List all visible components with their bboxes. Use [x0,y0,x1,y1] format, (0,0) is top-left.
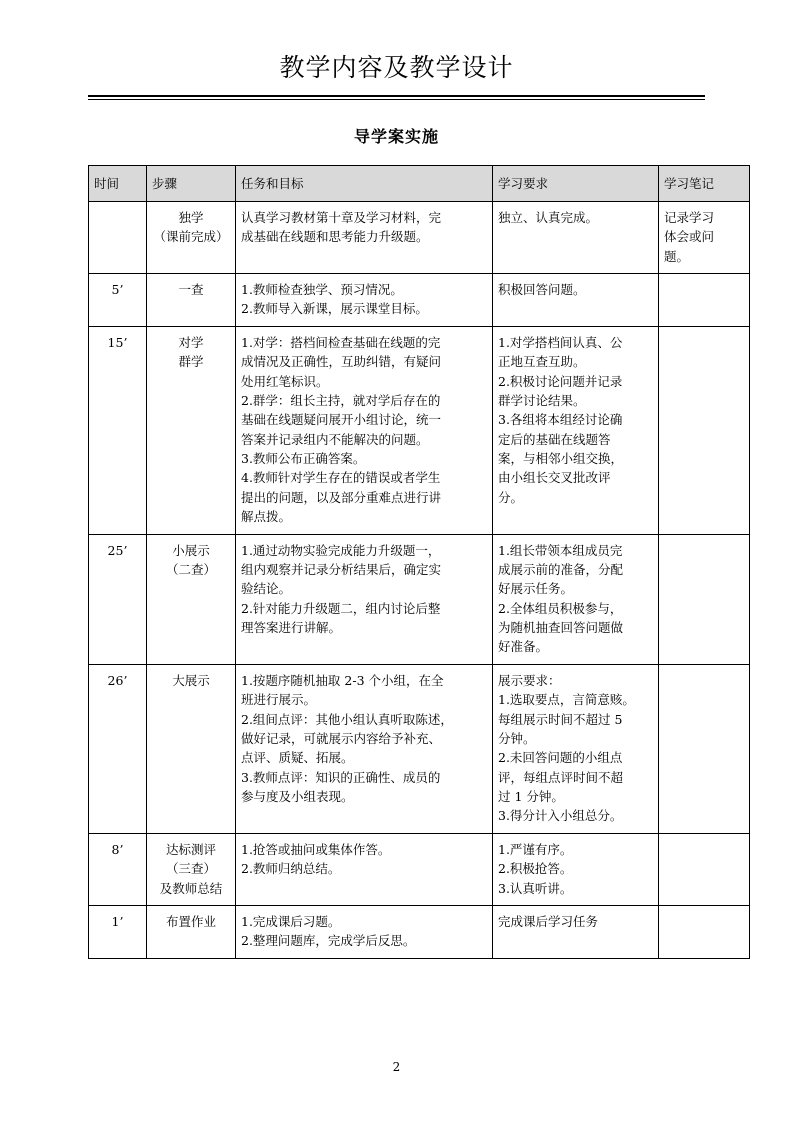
column-header-requirement: 学习要求 [493,165,659,201]
cell-step-4: 大展示 [147,664,236,833]
section-subtitle: 导学案实施 [353,126,439,146]
column-header-note: 学习笔记 [659,165,750,201]
cell-time-5: 8’ [89,833,147,905]
cell-time-6: 1’ [89,905,147,958]
cell-note-4 [659,664,750,833]
table-row [89,534,750,664]
column-header-time: 时间 [89,165,147,201]
cell-task-6: 1.完成课后习题。 2.整理问题库，完成学后反思。 [236,905,493,958]
cell-time-2: 15’ [89,326,147,534]
cell-time-3: 25’ [89,534,147,664]
cell-task-5: 1.抢答或抽问或集体作答。 2.教师归纳总结。 [236,833,493,905]
cell-time-0 [89,201,147,273]
cell-requirement-0: 独立、认真完成。 [493,201,659,273]
cell-task-2: 1.对学：搭档间检查基础在线题的完 成情况及正确性，互助纠错，有疑问 处用红笔标识。 2.群学：组长主持，就对学后存在的 基础在线题疑问展开小组讨论，统一 答案并记录组内不能解决的问题。 3.教师公布正确答案。 4.教师针对学生存在的错误或者学生 提出的问题，以及部分重难点进行讲 解点拨。 [236,326,493,534]
table-body [89,201,750,958]
cell-note-1 [659,274,750,327]
cell-requirement-2: 1.对学搭档间认真、公 正地互查互助。 2.积极讨论问题并记录 群学讨论结果。 3.各组将本组经讨论确 定后的基础在线题答 案，与相邻小组交换， 由小组长交叉批改评 分。 [493,326,659,534]
cell-note-2 [659,326,750,534]
cell-step-6: 布置作业 [147,905,236,958]
cell-step-3: 小展示 （二查） [147,534,236,664]
page-number: 2 [392,1060,401,1074]
cell-task-0: 认真学习教材第十章及学习材料，完 成基础在线题和思考能力升级题。 [236,201,493,273]
cell-step-1: 一查 [147,274,236,327]
cell-task-3: 1.通过动物实验完成能力升级题一， 组内观察并记录分析结果后，确定实 验结论。 2.针对能力升级题二，组内讨论后整 理答案进行讲解。 [236,534,493,664]
cell-time-1: 5’ [89,274,147,327]
table-row [89,905,750,958]
cell-step-2: 对学 群学 [147,326,236,534]
cell-step-0: 独学 （课前完成） [147,201,236,273]
table-header [89,165,750,201]
cell-note-3 [659,534,750,664]
column-header-task: 任务和目标 [236,165,493,201]
table-row [89,326,750,534]
table-row [89,664,750,833]
table-row [89,274,750,327]
cell-time-4: 26’ [89,664,147,833]
page-title: 教学内容及教学设计 [279,53,514,82]
title-divider [88,95,705,100]
cell-task-4: 1.按题序随机抽取 2-3 个小组，在全 班进行展示。 2.组间点评：其他小组认真听取陈述， 做好记录，可就展示内容给予补充、 点评、质疑、拓展。 3.教师点评：知识的正确性、成员的 参与度及小组表现。 [236,664,493,833]
cell-requirement-3: 1.组长带领本组成员完 成展示前的准备，分配 好展示任务。 2.全体组员积极参与， 为随机抽查回答问题做 好准备。 [493,534,659,664]
lesson-plan-table [88,165,750,959]
column-header-step: 步骤 [147,165,236,201]
cell-requirement-4: 展示要求： 1.选取要点，言简意赅。 每组展示时间不超过 5 分钟。 2.未回答问题的小组点 评，每组点评时间不超 过 1 分钟。 3.得分计入小组总分。 [493,664,659,833]
cell-note-6 [659,905,750,958]
table-row [89,833,750,905]
cell-step-5: 达标测评 （三查） 及教师总结 [147,833,236,905]
title-divider-thin [88,99,705,100]
cell-note-5 [659,833,750,905]
cell-note-0: 记录学习 体会或问 题。 [659,201,750,273]
cell-requirement-6: 完成课后学习任务 [493,905,659,958]
table-row [89,201,750,273]
table-header-row [89,165,750,201]
cell-requirement-5: 1.严谨有序。 2.积极抢答。 3.认真听讲。 [493,833,659,905]
cell-requirement-1: 积极回答问题。 [493,274,659,327]
cell-task-1: 1.教师检查独学、预习情况。 2.教师导入新课，展示课堂目标。 [236,274,493,327]
